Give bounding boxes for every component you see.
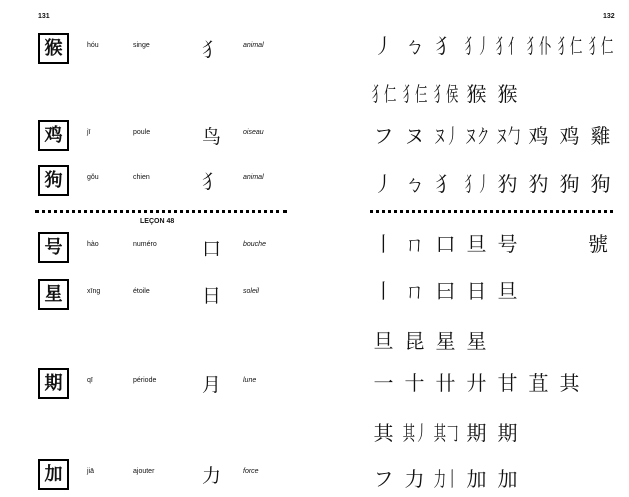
page-number-right: 132 (603, 13, 615, 20)
traditional-character-hao: 號 (588, 232, 608, 256)
stroke-glyph: ヌ (404, 124, 425, 148)
stroke-glyph-cell (492, 370, 523, 396)
stroke-glyph: 鸡 (528, 124, 549, 148)
stroke-glyph-cell (399, 420, 430, 446)
stroke-glyph-cell (492, 123, 523, 149)
stroke-glyph: 其丿 (402, 421, 427, 445)
stroke-glyph: 期 (497, 421, 518, 445)
stroke-glyph-cell (368, 231, 399, 257)
stroke-glyph: 卄 (435, 371, 456, 395)
character-box: 号 (38, 232, 69, 263)
stroke-glyph-cell (399, 123, 430, 149)
character-box: 狗 (38, 165, 69, 196)
stroke-glyph-cell (461, 33, 492, 59)
stroke-glyph: 犭丿 (464, 34, 489, 58)
stroke-glyph: 犭仁 (371, 82, 396, 106)
french-meaning: ajouter (133, 468, 155, 475)
french-meaning: chien (133, 174, 150, 181)
stroke-glyph-cell (430, 123, 461, 149)
pinyin: xīng (87, 288, 101, 295)
stroke-order-row (368, 278, 523, 304)
stroke-glyph-cell (461, 231, 492, 257)
pinyin: hào (87, 241, 99, 248)
stroke-glyph: 犳 (497, 172, 518, 196)
pinyin: jiā (87, 468, 95, 475)
stroke-glyph-cell (368, 123, 399, 149)
stroke-order-row (368, 420, 523, 446)
stroke-glyph-cell (399, 231, 430, 257)
stroke-glyph: 旦 (466, 232, 487, 256)
stroke-glyph: 犭亻 (495, 34, 520, 58)
radical: 犭 (202, 39, 222, 61)
stroke-glyph-cell (554, 123, 585, 149)
stroke-glyph: 犭仨 (402, 82, 427, 106)
stroke-glyph: ㄇ (404, 232, 425, 256)
stroke-glyph-cell (368, 466, 399, 492)
stroke-glyph-cell (430, 33, 461, 59)
radical-meaning: oiseau (243, 129, 264, 136)
stroke-glyph-cell (430, 370, 461, 396)
stroke-glyph: 雞 (590, 124, 611, 148)
stroke-glyph-cell (461, 466, 492, 492)
stroke-glyph-cell (492, 33, 523, 59)
stroke-glyph: 口 (435, 232, 456, 256)
radical-meaning: animal (243, 42, 264, 49)
stroke-glyph: 狗 (590, 172, 611, 196)
stroke-glyph-cell (430, 278, 461, 304)
stroke-glyph: 犭 (435, 172, 456, 196)
stroke-glyph: 丿 (373, 34, 394, 58)
stroke-glyph: 其 (373, 421, 394, 445)
entry-jia (0, 459, 300, 493)
stroke-glyph: 丿 (373, 172, 394, 196)
stroke-order-row (368, 81, 523, 107)
entry-ji (0, 120, 300, 154)
french-meaning: poule (133, 129, 151, 136)
stroke-glyph-cell (461, 370, 492, 396)
stroke-glyph-cell (492, 81, 523, 107)
stroke-order-row (368, 123, 616, 149)
stroke-glyph: 犭仆 (526, 34, 551, 58)
stroke-glyph-cell (399, 370, 430, 396)
stroke-glyph-cell (430, 171, 461, 197)
stroke-glyph: 狗 (559, 172, 580, 196)
stroke-glyph-cell (430, 420, 461, 446)
stroke-order-row (368, 370, 585, 396)
stroke-glyph: ㄇ (404, 279, 425, 303)
stroke-glyph: 猴 (497, 82, 518, 106)
entry-hao (0, 232, 300, 266)
stroke-glyph-cell (585, 123, 616, 149)
stroke-glyph: 曰 (435, 279, 456, 303)
character-box: 期 (38, 368, 69, 399)
stroke-glyph: 犭仁 (557, 34, 582, 58)
pinyin: jī (87, 129, 91, 136)
stroke-glyph: 旦 (373, 329, 394, 353)
entry-hou (0, 33, 300, 67)
stroke-glyph: 丨 (373, 279, 394, 303)
radical: 口 (202, 238, 222, 260)
french-meaning: numéro (133, 241, 157, 248)
stroke-glyph-cell (554, 171, 585, 197)
stroke-glyph: フ (373, 124, 394, 148)
stroke-glyph: ヌク (464, 124, 489, 148)
french-meaning: étoile (133, 288, 150, 295)
stroke-glyph-cell (554, 33, 585, 59)
stroke-glyph-cell (430, 328, 461, 354)
entry-gou (0, 165, 300, 199)
page-number-left: 131 (38, 13, 50, 20)
stroke-glyph-cell (554, 370, 585, 396)
stroke-glyph: ヌ丿 (433, 124, 458, 148)
stroke-glyph-cell (430, 231, 461, 257)
radical-meaning: soleil (243, 288, 259, 295)
character-box: 星 (38, 279, 69, 310)
radical-meaning: bouche (243, 241, 266, 248)
stroke-glyph-cell (399, 33, 430, 59)
stroke-glyph: ㄅ (404, 34, 425, 58)
stroke-glyph-cell (368, 420, 399, 446)
entry-xing (0, 279, 300, 313)
stroke-glyph-cell (368, 171, 399, 197)
stroke-glyph-cell (523, 171, 554, 197)
stroke-glyph-cell (399, 81, 430, 107)
french-meaning: singe (133, 42, 150, 49)
stroke-glyph: 犭丿 (464, 172, 489, 196)
stroke-glyph: 苴 (528, 371, 549, 395)
lesson-title: LEÇON 48 (140, 218, 175, 225)
radical: 月 (202, 374, 222, 396)
stroke-glyph-cell (461, 278, 492, 304)
radical-meaning: force (243, 468, 259, 475)
stroke-glyph: 猴 (466, 82, 487, 106)
stroke-glyph: 其 (559, 371, 580, 395)
pinyin: hóu (87, 42, 99, 49)
stroke-glyph: 丨 (373, 232, 394, 256)
entry-qi (0, 368, 300, 402)
stroke-glyph-cell (399, 466, 430, 492)
stroke-glyph-cell (492, 466, 523, 492)
stroke-glyph-cell (492, 420, 523, 446)
stroke-glyph-cell (585, 33, 616, 59)
radical: 日 (202, 285, 222, 307)
character-box: 加 (38, 459, 69, 490)
stroke-order-row (368, 33, 616, 59)
stroke-glyph: 十 (404, 371, 425, 395)
stroke-order-row (368, 466, 523, 492)
stroke-glyph-cell (461, 171, 492, 197)
stroke-glyph: 星 (435, 329, 456, 353)
stroke-glyph-cell (368, 328, 399, 354)
stroke-glyph-cell (399, 278, 430, 304)
stroke-glyph-cell (523, 123, 554, 149)
stroke-glyph-cell (461, 123, 492, 149)
stroke-glyph: 星 (466, 329, 487, 353)
french-meaning: période (133, 377, 157, 384)
radical: 力 (202, 465, 222, 487)
stroke-glyph-cell (461, 328, 492, 354)
stroke-glyph: 犭 (435, 34, 456, 58)
stroke-glyph-cell (492, 171, 523, 197)
stroke-glyph: 加 (497, 467, 518, 491)
stroke-order-row (368, 231, 523, 257)
pinyin: gǒu (87, 174, 99, 181)
radical-meaning: animal (243, 174, 264, 181)
stroke-glyph: 一 (373, 371, 394, 395)
stroke-glyph-cell (585, 171, 616, 197)
stroke-glyph: 犭仁 (588, 34, 613, 58)
stroke-glyph: 期 (466, 421, 487, 445)
stroke-glyph: 加 (466, 467, 487, 491)
stroke-glyph: 甘 (497, 371, 518, 395)
stroke-glyph-cell (399, 171, 430, 197)
stroke-glyph: 昆 (404, 329, 425, 353)
stroke-glyph: フ (373, 467, 394, 491)
stroke-glyph: 旦 (497, 279, 518, 303)
stroke-glyph-cell (461, 420, 492, 446)
stroke-glyph: 力丨 (433, 467, 458, 491)
stroke-glyph: 鸡 (559, 124, 580, 148)
stroke-glyph-cell (461, 81, 492, 107)
stroke-glyph-cell (523, 33, 554, 59)
stroke-order-row (368, 171, 616, 197)
stroke-order-row (368, 328, 492, 354)
stroke-glyph: 犭侯 (433, 82, 458, 106)
radical: 鸟 (202, 126, 222, 148)
stroke-glyph-cell (368, 33, 399, 59)
stroke-glyph-cell (430, 466, 461, 492)
pinyin: qī (87, 377, 93, 384)
stroke-glyph-cell (492, 231, 523, 257)
stroke-glyph: 犳 (528, 172, 549, 196)
radical-meaning: lune (243, 377, 257, 384)
stroke-glyph: 廾 (466, 371, 487, 395)
stroke-glyph: 日 (466, 279, 487, 303)
section-divider-left (35, 210, 287, 213)
stroke-glyph-cell (368, 278, 399, 304)
stroke-glyph-cell (523, 370, 554, 396)
stroke-glyph-cell (399, 328, 430, 354)
section-divider-right (370, 210, 613, 213)
stroke-glyph-cell (430, 81, 461, 107)
stroke-glyph-cell (368, 370, 399, 396)
stroke-glyph: 力 (404, 467, 425, 491)
stroke-glyph: ㄅ (404, 172, 425, 196)
radical: 犭 (202, 171, 222, 193)
stroke-glyph: ヌ勹 (495, 124, 520, 148)
stroke-glyph-cell (492, 278, 523, 304)
stroke-glyph: 其𠃌 (433, 421, 458, 445)
stroke-glyph-cell (368, 81, 399, 107)
character-box: 猴 (38, 33, 69, 64)
character-box: 鸡 (38, 120, 69, 151)
stroke-glyph: 号 (497, 232, 518, 256)
